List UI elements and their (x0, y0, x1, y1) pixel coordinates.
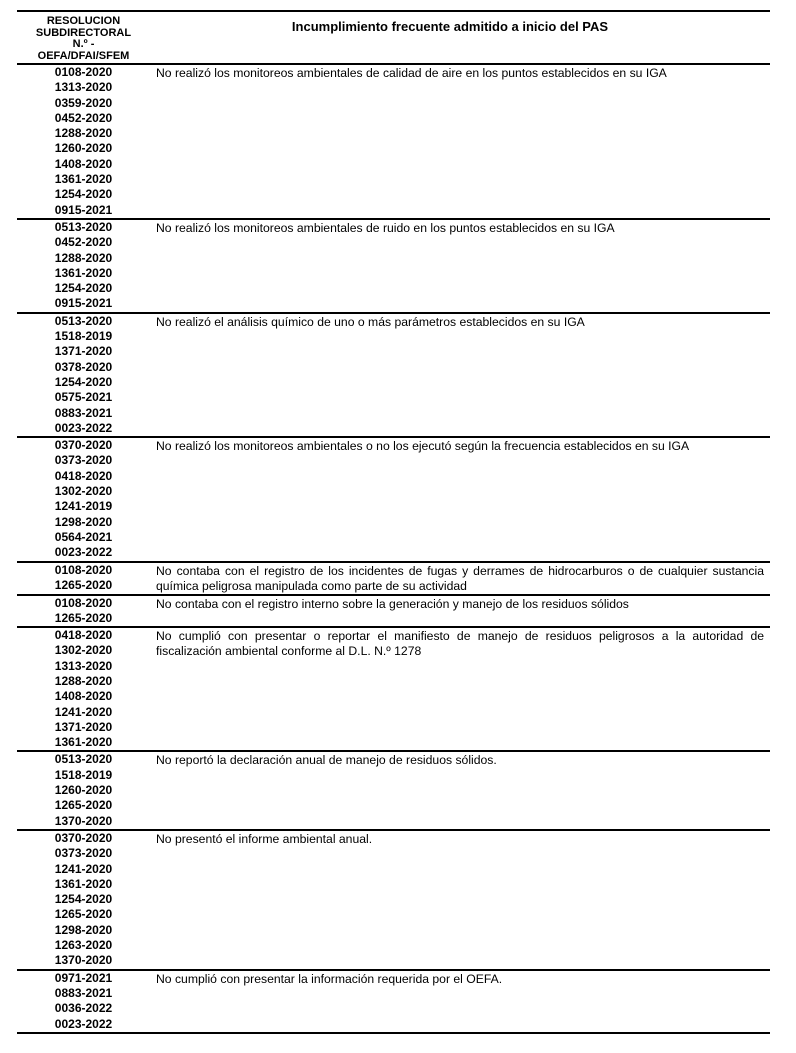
table-row (17, 595, 770, 628)
resolution-codes-cell (17, 830, 150, 970)
resolution-code: 1288-2020 (54, 673, 113, 688)
resolution-code: 1254-2020 (54, 892, 113, 907)
resolution-code: 0418-2020 (54, 468, 113, 483)
table-row (17, 970, 770, 1033)
noncompliance-description: No realizó los monitoreos ambientales de ruido en los puntos establecidos en su IGA (156, 220, 615, 235)
resolution-code: 1241-2019 (54, 499, 113, 514)
noncompliance-description: No realizó los monitoreos ambientales de calidad de aire en los puntos establecidos en su IGA (156, 66, 667, 80)
resolution-code: 1302-2020 (54, 643, 113, 658)
noncompliance-description: No contaba con el registro de los incidentes de fugas y derrames de hidrocarburos o de cualquier sustancia química peligrosa manipulada como parte de su actividad (156, 563, 764, 593)
resolution-code: 1254-2020 (54, 374, 113, 389)
resolution-code: 1298-2020 (54, 514, 113, 529)
resolution-code: 0370-2020 (54, 830, 113, 845)
table-header-row (17, 11, 770, 64)
table-row (17, 562, 770, 595)
resolution-code: 0513-2020 (54, 752, 113, 767)
resolution-code: 0378-2020 (54, 359, 113, 374)
resolution-codes-cell (17, 219, 150, 313)
resolution-code: 0373-2020 (54, 453, 113, 468)
noncompliance-description: No contaba con el registro interno sobre la generación y manejo de los residuos sólidos (156, 596, 629, 611)
resolution-code: 1361-2020 (54, 172, 113, 187)
resolution-code: 0564-2021 (54, 529, 113, 544)
resolution-code: 1254-2020 (54, 281, 113, 296)
resolution-codes-cell (17, 437, 150, 561)
header-resolution-line: RESOLUCION (46, 15, 121, 27)
resolution-code: 1361-2020 (54, 265, 113, 280)
resolution-codes-cell (17, 64, 150, 219)
resolution-code: 0971-2021 (54, 970, 113, 985)
resolution-code: 1361-2020 (54, 876, 113, 891)
resolution-code: 0359-2020 (54, 95, 113, 110)
header-resolution-line: OEFA/DFAI/SFEM (37, 49, 130, 62)
resolution-code: 0513-2020 (54, 219, 113, 234)
resolution-code: 1313-2020 (54, 80, 113, 95)
resolution-code: 0883-2021 (54, 405, 113, 420)
resolution-code: 1298-2020 (54, 922, 113, 937)
resolution-code: 1518-2019 (54, 329, 113, 344)
resolution-code: 0108-2020 (54, 562, 113, 577)
resolution-code: 1302-2020 (54, 484, 113, 499)
noncompliance-description: No cumplió con presentar la información requerida por el OEFA. (156, 971, 503, 986)
resolution-code: 1361-2020 (54, 735, 113, 750)
resolution-code: 1370-2020 (54, 953, 113, 968)
header-noncompliance-column: Incumplimiento frecuente admitido a inicio del PAS (291, 19, 609, 34)
resolution-code: 0513-2020 (54, 313, 113, 328)
resolution-code: 1371-2020 (54, 719, 113, 734)
resolution-code: 0036-2022 (54, 1001, 113, 1016)
resolution-code: 0452-2020 (54, 235, 113, 250)
resolution-code: 1260-2020 (54, 783, 113, 798)
violations-table-container (17, 10, 770, 1034)
noncompliance-description: No realizó los monitoreos ambientales o no los ejecutó según la frecuencia establecidos en su IGA (156, 439, 690, 454)
table-body (17, 64, 770, 1033)
resolution-code: 1288-2020 (54, 250, 113, 265)
resolution-codes-cell (17, 970, 150, 1033)
resolution-code: 1254-2020 (54, 187, 113, 202)
resolution-code: 0023-2022 (54, 1016, 113, 1031)
resolution-code: 0883-2021 (54, 985, 113, 1000)
resolution-codes-cell (17, 313, 150, 437)
table-row (17, 627, 770, 751)
noncompliance-description: No cumplió con presentar o reportar el manifiesto de manejo de residuos peligrosos a la autoridad de fiscalización ambiental conforme al D.L. N.º 1278 (156, 629, 764, 659)
resolution-codes-cell (17, 562, 150, 595)
resolution-code: 0418-2020 (54, 628, 113, 643)
table-row (17, 219, 770, 313)
resolution-code: 1260-2020 (54, 141, 113, 156)
table-row (17, 830, 770, 970)
table-row (17, 751, 770, 829)
resolution-code: 0023-2022 (54, 420, 113, 435)
resolution-code: 1265-2020 (54, 610, 113, 625)
resolution-code: 0370-2020 (54, 438, 113, 453)
resolution-code: 1370-2020 (54, 813, 113, 828)
resolution-code: 1265-2020 (54, 577, 113, 592)
resolution-code: 0023-2022 (54, 545, 113, 560)
resolution-code: 0108-2020 (54, 65, 113, 79)
resolution-code: 1371-2020 (54, 344, 113, 359)
noncompliance-description: No reportó la declaración anual de manejo de residuos sólidos. (156, 753, 497, 768)
header-resolution-line: SUBDIRECTORAL (35, 26, 132, 39)
resolution-code: 0575-2021 (54, 390, 113, 405)
resolution-code: 1263-2020 (54, 938, 113, 953)
resolution-code: 1518-2019 (54, 767, 113, 782)
header-resolution-column (17, 11, 150, 64)
resolution-codes-cell (17, 751, 150, 829)
resolution-code: 1288-2020 (54, 126, 113, 141)
table-row (17, 64, 770, 219)
violations-table (17, 10, 770, 1034)
noncompliance-description: No realizó el análisis químico de uno o más parámetros establecidos en su IGA (156, 314, 585, 329)
resolution-code: 0915-2021 (54, 202, 113, 217)
resolution-code: 0452-2020 (54, 110, 113, 125)
resolution-code: 0108-2020 (54, 595, 113, 610)
resolution-codes-cell (17, 595, 150, 628)
noncompliance-description: No presentó el informe ambiental anual. (156, 831, 373, 846)
resolution-code: 1408-2020 (54, 689, 113, 704)
table-row (17, 437, 770, 561)
resolution-code: 0915-2021 (54, 296, 113, 311)
resolution-code: 0373-2020 (54, 846, 113, 861)
resolution-code: 1265-2020 (54, 798, 113, 813)
header-resolution-line: N.º - (72, 38, 95, 50)
resolution-code: 1408-2020 (54, 156, 113, 171)
resolution-codes-cell (17, 627, 150, 751)
table-row (17, 313, 770, 437)
resolution-code: 1265-2020 (54, 907, 113, 922)
resolution-code: 1241-2020 (54, 861, 113, 876)
resolution-code: 1241-2020 (54, 704, 113, 719)
resolution-code: 1313-2020 (54, 658, 113, 673)
